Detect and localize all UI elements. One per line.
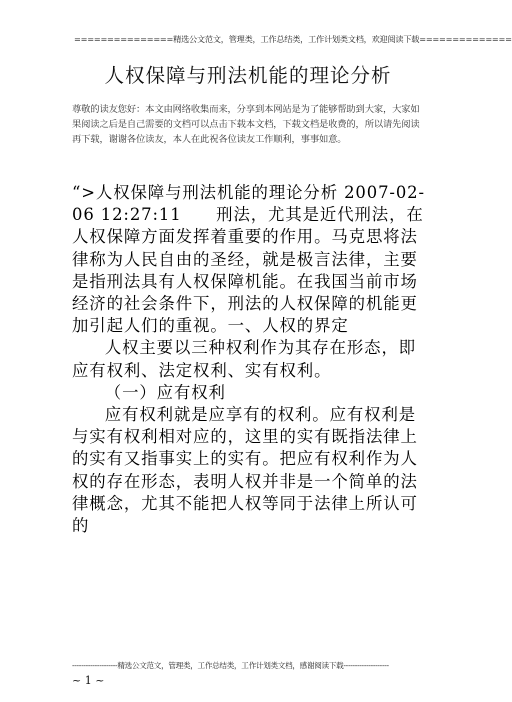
- document-body: [72, 182, 428, 537]
- body-paragraph: 人权主要以三种权利作为其存在形态，即应有权利、法定权利、实有权利。: [72, 338, 417, 380]
- body-paragraph: 应有权利就是应享有的权利。应有权利是与实有权利相对应的，这里的实有既指法律上的实有又指事实上的实有。把应有权利作为人权的存在形态，表明人权并非是一个简单的法律概念，尤其不能把人权等同于法律上所认可的: [72, 405, 418, 536]
- reader-notice: 尊敬的读友您好：本文由网络收集而来，分享到本网站是为了能够帮助到大家，大家如果阅读之后是自己需要的文档可以点击下载本文档，下载文档是收费的，所以请先阅读再下载，谢谢各位读友，本人在此祝各位读友工作顺利，事事如意。: [72, 104, 420, 146]
- page-footer: --------------------精选公文范文，管理类，工作总结类，工作计划类文档，感谢阅读下载--------------------: [72, 661, 389, 670]
- section-heading: （一）应有权利: [104, 382, 226, 402]
- body-paragraph: “>人权保障与刑法机能的理论分析 2007-02-06 12:27:11 刑法，尤其是近代刑法，在人权保障方面发挥着重要的作用。马克思将法律称为人民自由的圣经，就是极言法律，主要是指刑法具有人权保障机能。在我国当前市场经济的社会条件下，刑法的人权保障的机能更加引起人们的重视。一、人权的界定: [72, 183, 425, 336]
- page-header: ===============精选公文范文，管理类，工作总结类，工作计划类文档，欢迎阅读下载==============: [74, 34, 512, 44]
- page-number: ~ 1 ~: [72, 674, 105, 687]
- document-title: 人权保障与刑法机能的理论分析: [104, 64, 392, 87]
